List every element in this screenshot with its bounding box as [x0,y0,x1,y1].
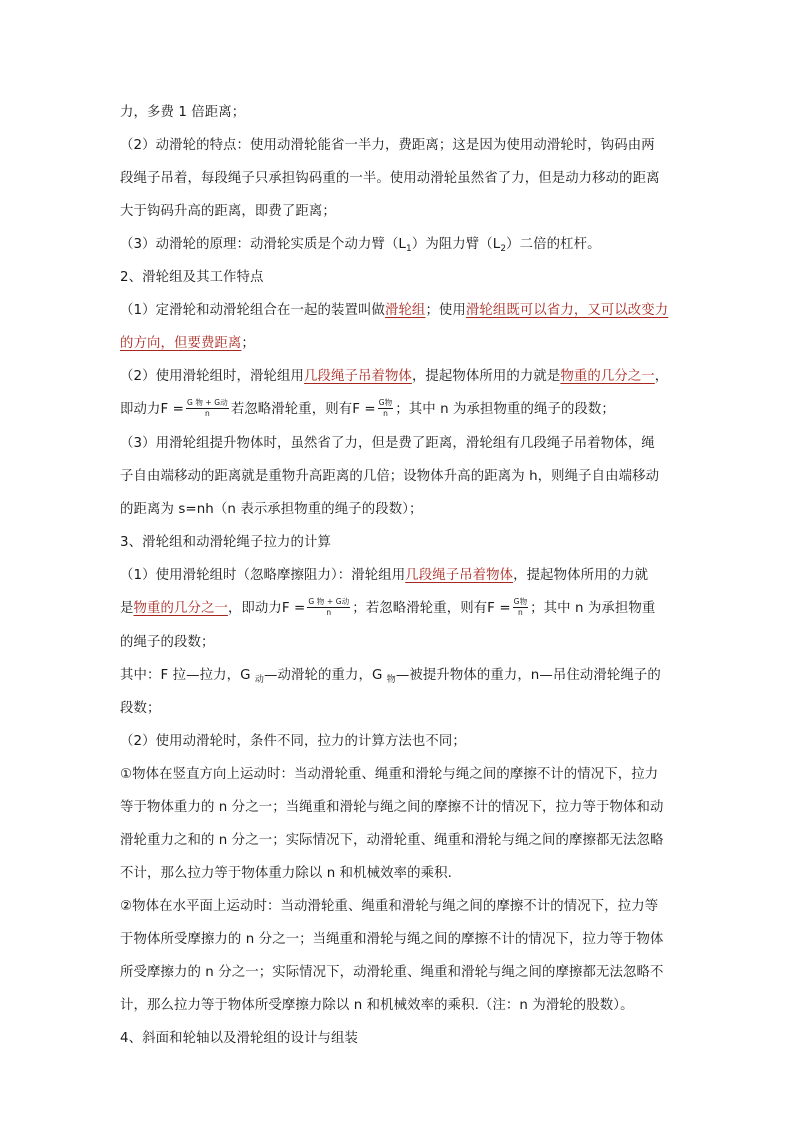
paragraph-line: 滑轮重力之和的 n 分之一；实际情况下，动滑轮重、绳重和滑轮与绳之间的摩擦都无法忽略 [120,833,664,848]
highlight-term: 几段绳子吊着物体 [304,369,412,384]
paragraph-line: （1）定滑轮和动滑轮组合在一起的装置叫做滑轮组；使用滑轮组既可以省力，又可以改变力 [120,303,669,318]
subscript: 物 [386,675,396,685]
paragraph-line: ②物体在水平面上运动时：当动滑轮重、绳重和滑轮与绳之间的摩擦不计的情况下，拉力等 [120,899,659,914]
paragraph-line: （3）动滑轮的原理：动滑轮实质是个动力臂$(L_1)$为阻力臂$(L_2)$二倍的杠杆。 [120,237,601,254]
paragraph-line: 所受摩擦力的 n 分之一；实际情况下，动滑轮重、绳重和滑轮与绳之间的摩擦都无法忽略不 [120,965,664,980]
paragraph-line: （2）使用动滑轮时，条件不同，拉力的计算方法也不同； [120,734,466,749]
subscript: 2 [500,244,507,254]
fraction-numerator: G 物 + G动 [308,596,350,606]
highlight-term: 物重的几分之一 [560,369,655,384]
fraction-denominator: n [204,408,210,418]
fraction-numerator: G物 [513,596,528,606]
subscript: 1 [406,244,412,254]
fraction-numerator: G物 [378,397,393,407]
paragraph-line: 子自由端移动的距离就是重物升高距离的几倍；设物体升高的距离为 h，则绳子自由端移动 [120,469,660,484]
paragraph-line: 的方向，但要费距离； [120,336,255,351]
fraction-denominator: n [326,607,332,617]
paragraph-line: （1）使用滑轮组时（忽略摩擦阻力）：滑轮组用几段绳子吊着物体，提起物体所用的力就 [120,568,649,583]
fraction [307,597,350,618]
paragraph-line: 的绳子的段数； [120,635,215,650]
fraction-numerator: G 物 + G动 [186,397,228,407]
paragraph-line: 于物体所受摩擦力的 n 分之一；当绳重和滑轮与绳之间的摩擦不计的情况下，拉力等于物体 [120,932,664,947]
fraction [513,597,529,618]
formula-line: 即动力F = $\frac{\text{G 物 + G动}}{n}$ 若忽略滑轮重，则有F = $\frac{\text{G物}}{n}$ ；其中 n 为承担物重的绳子的段数； [120,397,615,418]
paragraph-line: 其中：F 拉—拉力，G $_动$—动滑轮的重力，G $_物$—被提升物体的重力，n—吊住动滑轮绳子的 [120,668,661,685]
highlight-term: 几段绳子吊着物体 [405,568,514,583]
paragraph-line: （2）动滑轮的特点：使用动滑轮能省一半力，费距离；这是因为使用动滑轮时，钩码由两 [120,138,655,153]
subscript: 动 [254,675,265,685]
paragraph-line: 的距离为 s=nh（n 表示承担物重的绳子的段数）； [120,502,423,517]
section-heading: 2、滑轮组及其工作特点 [120,270,264,285]
paragraph-line: （3）用滑轮组提升物体时，虽然省了力，但是费了距离，滑轮组有几段绳子吊着物体，绳 [120,436,655,451]
highlight-term: 物重的几分之一 [133,601,228,616]
paragraph-line: ①物体在竖直方向上运动时：当动滑轮重、绳重和滑轮与绳之间的摩擦不计的情况下，拉力 [120,767,659,782]
paragraph-line: 段数； [120,701,161,716]
section-heading: 4、斜面和轮轴以及滑轮组的设计与组装 [120,1031,358,1046]
paragraph-line: 不计，那么拉力等于物体重力除以 n 和机械效率的乘积. [120,866,452,881]
paragraph-line: 大于钩码升高的距离，即费了距离； [120,204,336,219]
formula-line: 是物重的几分之一，即动力F = $\frac{\text{G 物 + G动}}{n}$ ；若忽略滑轮重，则有F = $\frac{\text{G物}}{n}$ ；其中 n 为承担物重 [120,596,656,617]
highlight-term: 滑轮组 [384,303,426,318]
section-heading: 3、滑轮组和动滑轮绳子拉力的计算 [120,535,331,550]
paragraph-line: 段绳子吊着，每段绳子只承担钩码重的一半。使用动滑轮虽然省了力，但是动力移动的距离 [120,171,660,186]
fraction-denominator: n [383,408,388,418]
paragraph-line: 等于物体重力的 n 分之一；当绳重和滑轮与绳之间的摩擦不计的情况下，拉力等于物体和动 [120,800,664,815]
paragraph-line: 力，多费 1 倍距离； [120,105,246,120]
document-body [120,96,676,1055]
paragraph-line: 计，那么拉力等于物体所受摩擦力除以 n 和机械效率的乘积.（注：n 为滑轮的股数）。 [120,998,634,1013]
fraction [186,398,229,419]
fraction-denominator: n [517,607,523,617]
highlight-term: 的方向，但要费距离 [120,336,242,351]
fraction [378,398,394,419]
highlight-term: 滑轮组既可以省力，又可以改变力 [465,303,669,318]
paragraph-line: （2）使用滑轮组时，滑轮组用几段绳子吊着物体，提起物体所用的力就是物重的几分之一， [120,369,669,384]
